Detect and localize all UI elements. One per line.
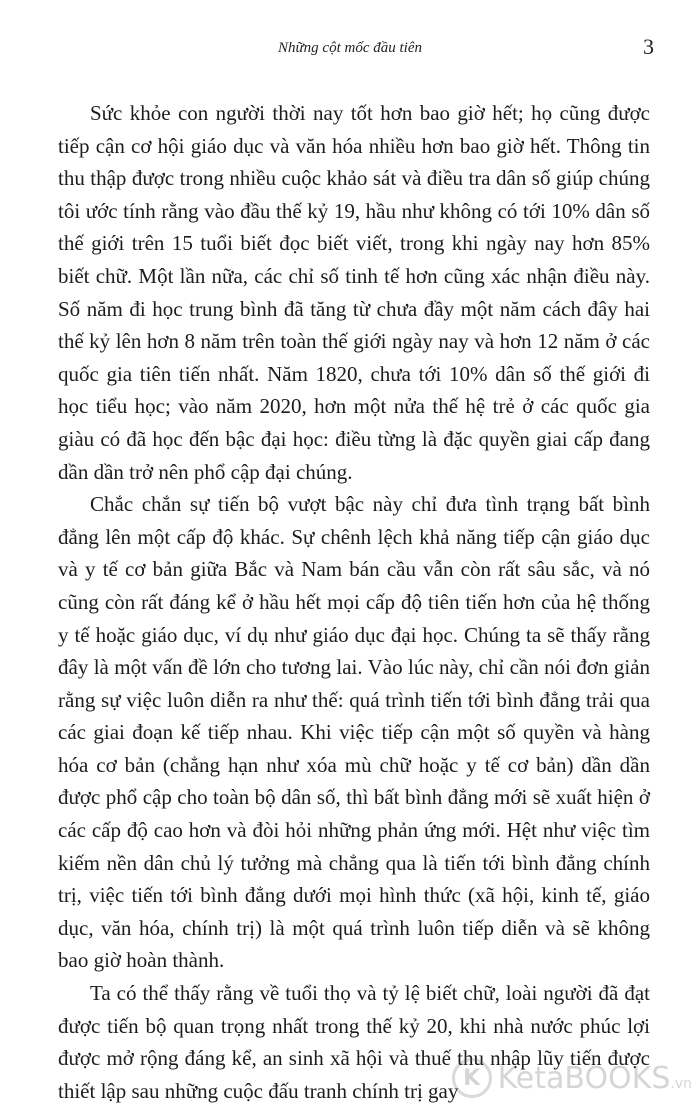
watermark bbox=[452, 1058, 692, 1098]
page-number: 3 bbox=[643, 34, 654, 59]
watermark-logo-icon: K bbox=[452, 1058, 492, 1098]
paragraph: Sức khỏe con người thời nay tốt hơn bao giờ hết; họ cũng được tiếp cận cơ hội giáo dục và văn hóa nhiều hơn bao giờ hết. Thông tin thu thập được trong nhiều cuộc khảo sát và điều tra dân số giúp chúng tôi ước tính rằng vào đầu thế kỷ 19, hầu như không có tới 10% dân số thế giới trên 15 tuổi biết đọc biết viết, trong khi ngày nay hơn 85% biết chữ. Một lần nữa, các chỉ số tinh tế hơn cũng xác nhận điều này. Số năm đi học trung bình đã tăng từ chưa đầy một năm cách đây hai thế kỷ lên hơn 8 năm trên toàn thế giới ngày nay và hơn 12 năm ở các quốc gia tiên tiến nhất. Năm 1820, chưa tới 10% dân số thế giới đi học tiểu học; vào năm 2020, hơn một nửa thế hệ trẻ ở các quốc gia giàu có đã học đến bậc đại học: điều từng là đặc quyền giai cấp đang dần dần trở nên phổ cập đại chúng. bbox=[58, 101, 650, 484]
body-text bbox=[58, 97, 650, 1107]
paragraph: Chắc chắn sự tiến bộ vượt bậc này chỉ đưa tình trạng bất bình đẳng lên một cấp độ khác. Sự chênh lệch khả năng tiếp cận giáo dục và y tế cơ bản giữa Bắc và Nam bán cầu vẫn còn rất sâu sắc, và nó cũng còn rất đáng kể ở hầu hết mọi cấp độ tiên tiến hơn của hệ thống y tế hoặc giáo dục, ví dụ như giáo dục đại học. Chúng ta sẽ thấy rằng đây là một vấn đề lớn cho tương lai. Vào lúc này, chỉ cần nói đơn giản rằng sự việc luôn diễn ra như thế: quá trình tiến tới bình đẳng trải qua các giai đoạn kế tiếp nhau. Khi việc tiếp cận một số quyền và hàng hóa cơ bản (chẳng hạn như xóa mù chữ hoặc y tế cơ bản) dần dần được phổ cập cho toàn bộ dân số, thì bất bình đẳng mới sẽ xuất hiện ở các cấp độ cao hơn và đòi hỏi những phản ứng mới. Hệt như việc tìm kiếm nền dân chủ lý tưởng mà chẳng qua là tiến tới bình đẳng chính trị, việc tiến tới bình đẳng dưới mọi hình thức (xã hội, kinh tế, giáo dục, văn hóa, chính trị) là một quá trình luôn tiếp diễn và sẽ không bao giờ hoàn thành. bbox=[58, 492, 650, 973]
paragraph: Ta có thể thấy rằng về tuổi thọ và tỷ lệ biết chữ, loài người đã đạt được tiến bộ quan trọng nhất trong thế kỷ 20, khi nhà nước phúc lợi được mở rộng đáng kể, an sinh xã hội và thuế thu nhập lũy tiến được thiết lập sau những cuộc đấu tranh chính trị gay bbox=[58, 981, 650, 1103]
watermark-text: KetaBOOKS.vn bbox=[497, 1060, 692, 1096]
page-header bbox=[0, 34, 700, 64]
running-title: Những cột mốc đầu tiên bbox=[278, 40, 422, 56]
